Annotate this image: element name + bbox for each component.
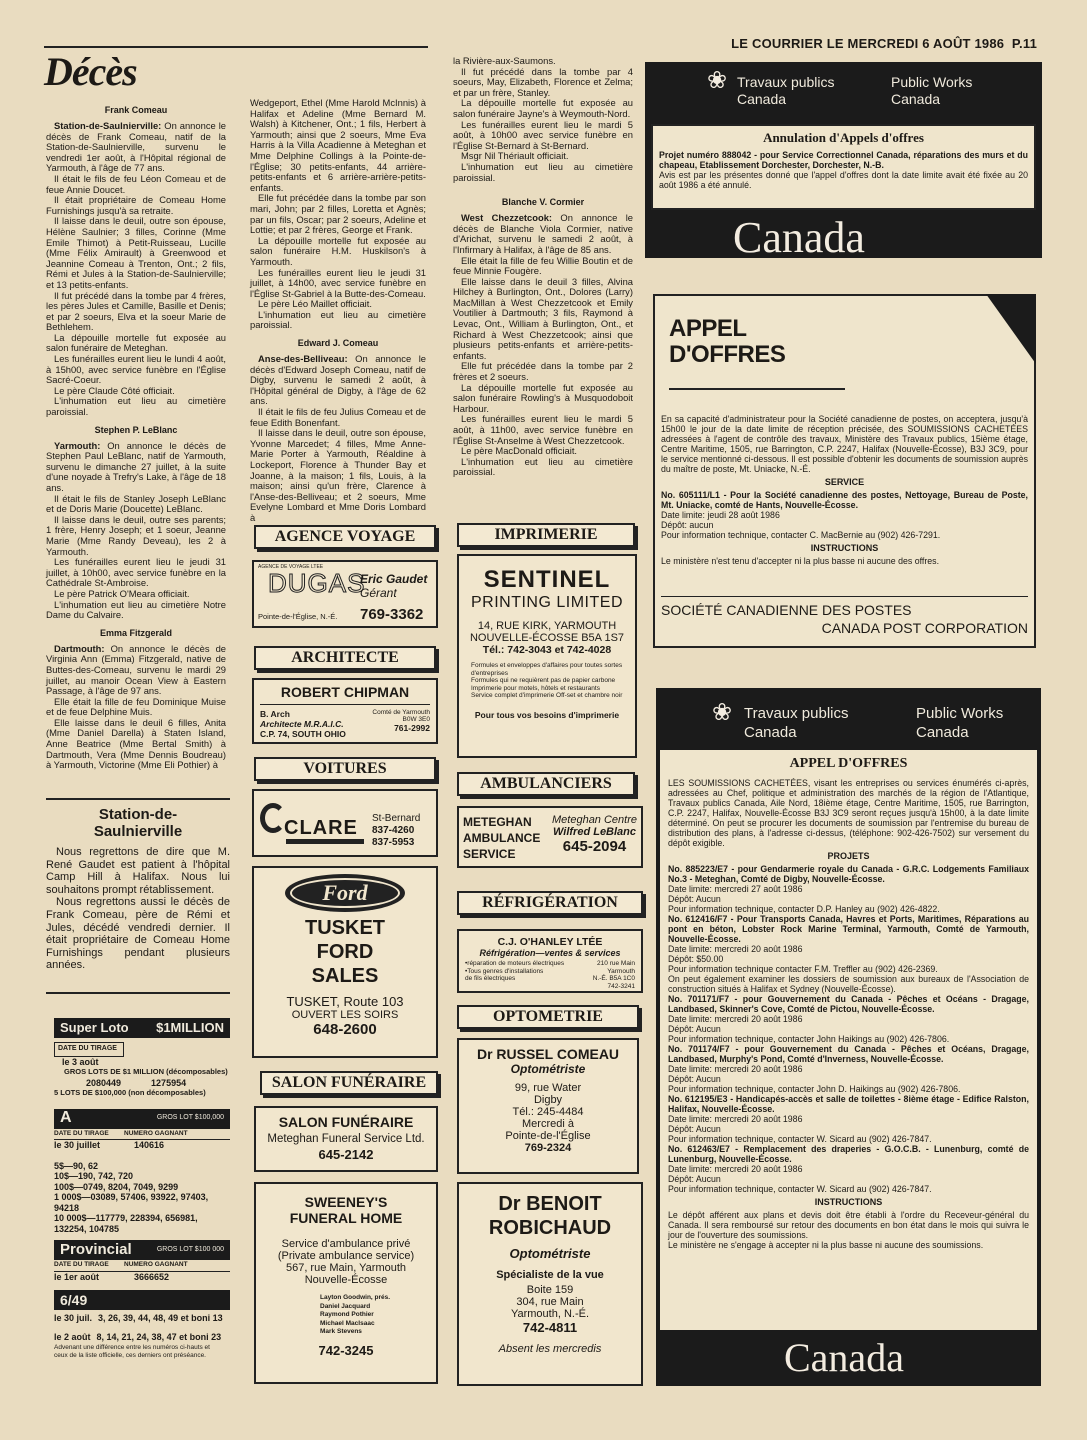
ohanley-ad	[457, 929, 643, 993]
obit-name: Stephen P. LeBlanc	[94, 424, 178, 435]
obit-text: Elle était la fille de feu Willie Boutin et de feue Minnie Fougère.	[453, 254, 633, 277]
obit-text: L'inhumation eut lieu au cimetière Notre Dame du Calvaire.	[46, 598, 226, 621]
maple-leaf-icon	[707, 70, 723, 86]
project-info: Pour information technique contacter F.M. Treffler au (902) 426-2369.	[668, 964, 938, 974]
project-title: No. 701171/F7 - pour Gouvernement du Canada - Pêches et Océans - Dragage, Landbased, Skinner's Cove, Comté de Pictou, Nouvelle-Écosse.	[668, 994, 1029, 1014]
post-date: Date limite: jeudi 28 août 1986	[661, 510, 780, 520]
page-folio	[731, 36, 1037, 51]
ford-logo-text: Ford	[290, 878, 400, 908]
obit-text: Les funérailles eurent lieu le lundi 4 août, à 15h00, avec service funèbre en l'Église Sacré-Coeur.	[46, 353, 226, 386]
tpc2-fr-2: Canada	[744, 724, 797, 741]
post-body	[661, 414, 1028, 566]
sweeney-name-1: SWEENEY'S	[304, 1194, 388, 1210]
ford-hours: OUVERT LES SOIRS	[291, 1009, 399, 1021]
robichaud-name-1: Dr BENOIT	[498, 1193, 602, 1215]
provincial-date: le 1er août	[54, 1271, 100, 1282]
obit-text: L'inhumation eut lieu au cimetière paroissial.	[250, 308, 426, 331]
post-title	[669, 316, 785, 368]
lotto-649-date: le 2 août	[54, 1331, 91, 1342]
post-footer-fr: SOCIÉTÉ CANADIENNE DES POSTES	[661, 602, 912, 618]
clare-logo-c	[260, 803, 286, 833]
clare-logo: CLARE	[284, 817, 358, 839]
obit-name: Blanche V. Cormier	[501, 197, 585, 208]
obit-text: L'inhumation eut lieu au cimetière paroissial.	[46, 395, 226, 418]
obit-column-2	[250, 98, 426, 524]
page-number: P.11	[1011, 36, 1037, 51]
obit-text: Il était le fils de feu Léon Comeau et de feue Annie Doucet.	[46, 172, 226, 195]
robichaud-note: Absent les mercredis	[498, 1343, 602, 1355]
tpc2-body	[660, 750, 1037, 1330]
post-info: Pour information technique, contacter C. MacBernie au (902) 426-7291.	[661, 530, 941, 540]
lotto-results	[54, 1018, 230, 1359]
robichaud-specialty: Spécialiste de la vue	[496, 1269, 604, 1281]
project-info: Pour information technique, contacter John Haikings au (902) 426-7806.	[668, 1034, 950, 1044]
staff-name: Raymond Pothier	[320, 1311, 374, 1318]
heading-imprimerie: IMPRIMERIE	[457, 523, 635, 547]
tpc-appel-notice	[656, 688, 1041, 1386]
comeau-opt-phone: Tél.: 245-4484	[512, 1106, 584, 1118]
project-date: Date limite: mercredi 20 août 1986	[668, 1064, 803, 1074]
lotto-a-gros: GROS LOT $100,000	[156, 1114, 224, 1122]
lotto-a-number: 140616	[134, 1140, 165, 1150]
lotto-a-date: le 30 juillet	[54, 1140, 101, 1150]
post-title-2: D'OFFRES	[669, 341, 786, 368]
post-footer-en: CANADA POST CORPORATION	[821, 620, 1028, 636]
lotto-649-banner: 6/49	[54, 1290, 230, 1310]
comeau-opt-name: Dr RUSSEL COMEAU	[476, 1046, 620, 1062]
comeau-opt-title: Optométriste	[510, 1062, 586, 1076]
prize-line: 10 000$—117779, 228394, 656981, 132254, 104785	[54, 1213, 198, 1234]
ford-name-2: FORD	[316, 941, 374, 963]
canada-wordmark: Canada	[733, 213, 865, 262]
ambulance-name-2: AMBULANCE	[463, 831, 541, 845]
post-text: En sa capacité d'administrateur pour la Société canadienne de postes, on acceptera, jusqu'à 15h00 le jour de la date limite de réception précisée, des SOUMISSIONS CACHETÉES adressées à l'agent de contrôle des travaux, Ministère des Travaux publics, 15ième étage, Centre Maritime, 1505, rue Barrington, C.P. 2247, Halifax (Nouvelle-Écosse), B3J 3C9, pour le service mentionné ci-dessous. Il est possible d'obtenir les documents de soumission auprès du maître de poste, Mt. Uniacke, N.-É.	[661, 414, 1028, 474]
dugas-subtitle: AGENCE DE VOYAGE LTEE	[258, 564, 324, 570]
obit-text: Il fut précédé dans la tombe par 4 frères, les pères Jules et Camille, Basille et Denis; et par 2 soeurs, Elva et la soeur Marie de Bethlehem.	[46, 289, 226, 333]
section-rule	[46, 992, 230, 994]
project-info: Pour information technique, contacter John D. Haikings au (902) 426-7806.	[668, 1084, 961, 1094]
tpc-en	[891, 74, 972, 108]
tpc2-project	[668, 1094, 1029, 1144]
heading-ambulanciers: AMBULANCIERS	[457, 772, 635, 796]
ohanley-postal: N.-É. B5A 1C0	[592, 975, 635, 982]
heading-refrigeration: RÉFRIGÉRATION	[457, 891, 643, 915]
tpc2-title: APPEL D'OFFRES	[789, 756, 908, 771]
obit-text: Le père MacDonald officiait.	[461, 445, 578, 457]
obit-text: L'inhumation eut lieu au cimetière paroissial.	[453, 455, 633, 478]
lotto-649-date: le 30 juil.	[54, 1313, 93, 1323]
clare-underline	[286, 839, 364, 844]
ambulance-contact: Wilfred LeBlanc	[552, 826, 637, 838]
chipman-title: Architecte M.R.A.I.C.	[260, 719, 344, 729]
post-corner-icon	[986, 294, 1036, 364]
station-title-2: Saulnierville	[93, 823, 183, 840]
post-service-heading: SERVICE	[824, 477, 865, 487]
obit-text: Elle laisse dans le deuil 3 filles, Alvina Hilchey à Burlington, Ont., Dolores (Larry) MacMillan à West Chezzetcook et Emily Voutilier à Dartmouth; 3 fils, Raymond à Levac, Ont., William à Burlington, Ont., et Richard à West Chezzetcook; ainsi que plusieurs petits-enfants et arrière-petits-enfants.	[453, 275, 633, 361]
chipman-phone: 761-2992	[394, 723, 430, 733]
tpc2-project	[668, 864, 1029, 914]
station-column	[46, 806, 230, 972]
project-depot: Dépôt: Aucun	[668, 1174, 721, 1184]
ambulance-phone: 645-2094	[562, 838, 627, 855]
sweeney-service-en: (Private ambulance service)	[277, 1250, 415, 1262]
sweeney-province: Nouvelle-Écosse	[304, 1274, 388, 1286]
ohanley-service: de fils électriques	[465, 975, 516, 982]
tpc-en-1: Public Works	[891, 74, 973, 90]
meteghan-salon-phone: 645-2142	[318, 1147, 374, 1162]
staff-name: Mark Stevens	[320, 1328, 362, 1335]
prize-line: 5$—90, 62	[54, 1160, 99, 1171]
post-title-1: APPEL	[669, 315, 747, 342]
station-text: Nous regrettons aussi le décès de Frank Comeau, père de Rémi et Jules, décédé vendredi dernier. Il était propriétaire de Comeau Home Furnishings pendant plusieurs années.	[46, 896, 230, 972]
provincial-number-header: NUMERO GAGNANT	[124, 1261, 188, 1268]
lotto-a-banner	[54, 1109, 230, 1129]
provincial-gros: GROS LOT $100 000	[156, 1245, 224, 1253]
post-service-item: No. 605111/L1 - Pour la Société canadienne des postes, Nettoyage, Bureau de Poste, Mt. Uniacke, comté de Hants, Nouvelle-Écosse.	[661, 490, 1028, 510]
chipman-postal: B0W 3E0	[402, 716, 430, 723]
obit-place: Anse-des-Belliveau:	[258, 353, 348, 365]
tpc2-intro: LES SOUMISSIONS CACHETÉES, visant les entreprises ou services énumérés ci-après, adressées au Chef, politique et administration des marchés de la région de l'Atlantique, Travaux publics Canada, Aile Nord, 18ième étage, Centre Maritime, 1505, rue Barrington, C.P. 2247, Halifax, Nouvelle-Écosse B3J 3C9 seront reçues jusqu'à 15h00, à la date limite déterminé. On peut se procurer les documents de soumission par l'entremise du bureau de distribution des plans, à l'adresse ci-dessus, (téléphone: 902-426-7502) sur versement du dépôt exigible.	[668, 778, 1029, 848]
tpc2-project	[668, 914, 1029, 994]
post-title-rule	[669, 388, 845, 390]
robichaud-ad	[457, 1182, 643, 1386]
obit-column-3	[453, 56, 633, 478]
project-depot: Dépôt: Aucun	[668, 894, 721, 904]
ohanley-phone: 742-3241	[607, 982, 635, 990]
project-date: Date limite: mercredi 20 août 1986	[668, 1014, 803, 1024]
obit-text: La dépouille mortelle fut exposée au salon funéraire Jayne's à Weymouth-Nord.	[453, 97, 633, 119]
obit-text: Le père Claude Côté officiait.	[54, 384, 175, 396]
dugas-contact: Eric Gaudet	[360, 572, 428, 586]
obit-text: On annonce le décès de Frank Comeau, natif de la Station-de-Saulnierville, survenu le vendredi 1er août, à l'Hôpital régional de Yarmouth, à l'âge de 77 ans.	[46, 120, 226, 174]
staff-name: Michael MacIsaac	[320, 1319, 375, 1327]
post-footer-rule	[661, 596, 1028, 597]
project-info: Pour information technique, contacter W. Sicard au (902) 426-7847.	[668, 1184, 932, 1194]
robichaud-town: Yarmouth, N.-É.	[510, 1308, 590, 1320]
obit-place: West Chezzetcook:	[461, 212, 553, 224]
tpc2-projets-heading: PROJETS	[827, 851, 870, 861]
ford-logo	[285, 874, 405, 912]
superloto-gros-lots: GROS LOTS DE $1 MILLION (décomposables)	[64, 1067, 228, 1076]
obit-text: Les funérailles eurent lieu le jeudi 31 juillet, à 10h00, avec service funèbre en la Cathédrale St-Ambroise.	[46, 556, 226, 589]
obit-text: Les funérailles eurent lieu le mardi 5 août, à 11h00, avec service funèbre en l'Église St-Anselme à West Chezzetcook.	[453, 413, 633, 446]
tpc2-project	[668, 1044, 1029, 1094]
project-date: Date limite: mercredi 27 août 1986	[668, 884, 803, 894]
chipman-ad	[252, 678, 438, 744]
comeau-opt-town: Digby	[533, 1094, 563, 1106]
superloto-prize: $1MILLION	[156, 1019, 224, 1035]
heading-voitures: VOITURES	[254, 757, 436, 781]
obit-text: Elle fut précédée dans la tombe par son mari, John; par 2 filles, Loretta et Agnès; par un fils, Oscar; par 2 soeurs, Adeline et Lottie; et par 2 frères, George et Frank.	[250, 192, 426, 236]
obit-text: Il fut précédé dans la tombe par 4 soeurs, May, Elizabeth, Florence et Zelma; et par un frère, Stanley.	[453, 65, 633, 98]
sweeney-ad	[254, 1182, 438, 1384]
comeau-opt-place: Pointe-de-l'Église	[505, 1130, 591, 1142]
obit-text: Les funérailles eurent lieu le mardi 5 août, à 10h00 avec service funèbre en l'Église St-Bernard à St-Bernard.	[453, 118, 633, 151]
comeau-optometrist-ad	[457, 1038, 639, 1174]
project-title: No. 612195/E3 - Handicapés-accès et salle de toilettes - 8ième étage - Edifice Ralston, Halifax, Nouvelle-Écosse.	[668, 1094, 1029, 1114]
superloto-100k: 5 LOTS DE $100,000 (non décomposables)	[54, 1088, 206, 1097]
dugas-role: Gérant	[360, 586, 397, 600]
project-date: Date limite: mercredi 20 août 1986	[668, 944, 803, 954]
dugas-ad	[252, 560, 438, 628]
obit-text: On annonce le décès de Virginia Ann (Emma) Fitzgerald, native de Buttes-des-Comeau, survenu le mardi 29 juillet, au manoir Ocean View à Eastern Passage, à l'âge de 97 ans.	[46, 642, 226, 697]
canada-wordmark: Canada	[784, 1335, 904, 1380]
obit-text: La dépouille mortelle fut exposée au salon funéraire H.M. Huskilson's à Yarmouth.	[250, 234, 426, 267]
comeau-opt-day: Mercredi à	[522, 1118, 574, 1130]
sweeney-name-2: FUNERAL HOME	[289, 1210, 403, 1226]
provincial-number: 3666652	[134, 1271, 170, 1282]
dugas-place: Pointe-de-l'Église, N.-É.	[258, 612, 338, 621]
project-depot: Dépôt: Aucun	[668, 1124, 721, 1134]
station-title-1: Station-de-	[98, 806, 178, 823]
ohanley-service: •Tous genres d'installations	[465, 967, 544, 975]
obit-name: Emma Fitzgerald	[99, 627, 173, 638]
robichaud-name-2: ROBICHAUD	[488, 1217, 612, 1239]
superloto-number: 2080449	[86, 1077, 122, 1088]
superloto-date-header: DATE DU TIRAGE	[54, 1042, 124, 1057]
comeau-opt-address: 99, rue Water	[514, 1082, 582, 1094]
station-text: Nous regrettons de dire que M. René Gaudet est patient à l'hôpital Camp Hill à Halifax. Nous lui souhaitons prompt rétablissement.	[46, 846, 230, 896]
obit-text: L'inhumation eut lieu au cimetière paroissial.	[453, 160, 633, 183]
heading-agence-voyage: AGENCE VOYAGE	[254, 525, 436, 549]
tpc2-instructions-heading: INSTRUCTIONS	[814, 1197, 883, 1207]
ohanley-sub: Réfrigération—ventes & services	[479, 948, 621, 958]
lotto-649-numbers: 8, 14, 21, 24, 38, 47 et boni 23	[96, 1331, 222, 1342]
tpc2-en	[916, 704, 1003, 742]
tpc2-fr-1: Travaux publics	[744, 705, 849, 722]
provincial-logo: Provincial	[60, 1240, 132, 1258]
obit-text: Il laisse dans le deuil, outre son épouse, Yvonne Marcedet; 4 filles, Mme Anne-Marie Porter à Yarmouth, Réaldine à Lockeport, Florence à Thunder Bay et Joanne, à la maison; 1 fils, Louis, à la maison; ainsi qu'un frère, Clarence à l'Anse-des-Belliveau; et 2 soeurs, Mme Evelyne Lombard et Mme Doris Lombard à	[250, 427, 426, 523]
service-item: Formules et enveloppes d'affaires pour toutes sortes d'entreprises	[471, 662, 623, 677]
obit-text: Il était propriétaire de Comeau Home Furnishings jusqu'à sa retraite.	[46, 194, 226, 216]
post-depot: Dépôt: aucun	[661, 520, 714, 530]
obit-place: Dartmouth:	[54, 642, 105, 654]
obit-text: On annonce le décès d'Edward Joseph Comeau, natif de Digby, survenu le samedi 2 août, à l'Hôpital général de Digby, à l'âge de 62 ans.	[250, 353, 426, 407]
service-item: Formules qui ne requièrent pas de papier carbone	[471, 677, 616, 684]
dugas-phone: 769-3362	[360, 606, 424, 623]
obit-text: Il laisse dans le deuil, outre ses parents; 1 frère, Henry Joseph; et 1 soeur, Jeanne Marie (Mme Randy Deveau), les 2 à Yarmouth.	[46, 513, 226, 557]
tpc2-instructions: Le dépôt afférent aux plans et devis doit être établi à l'ordre du Receveur-général du Canada. Il sera remboursé sur retour des documents en bon état dans le mois qui suivra le jour de l'ouverture des soumissions.	[668, 1210, 1029, 1240]
ohanley-name: C.J. O'HANLEY LTÉE	[497, 936, 603, 948]
obit-place: Station-de-Saulnierville:	[54, 120, 162, 131]
obit-text: Wedgeport, Ethel (Mme Harold McInnis) à Halifax et Adeline (Mme Bernard M. Walsh) à Kitchener, Ont.; 1 fils, Herbert à Yarmouth; ainsi que 2 soeurs, Mme Eva Harris à la Villa Acadienne à Meteghan et Mme Delphine Collings à la Pointe-de-l'Église; 30 petits-enfants, 44 arrière-petits-enfants et 6 arrière-arrière-petits-enfants.	[250, 97, 426, 193]
project-title: No. 701174/F7 - pour Gouvernement du Canada - Pêches et Océans, Dragage, Landbased, Murphy's Pond, Comté d'Inverness, Nouvelle-Écosse.	[668, 1044, 1029, 1064]
staff-name: Daniel Jacquard	[320, 1302, 371, 1310]
ford-address: TUSKET, Route 103	[286, 994, 404, 1009]
section-rule	[46, 798, 230, 800]
ambulance-name-3: SERVICE	[463, 847, 516, 861]
ohanley-service: •réparation de moteurs électriques	[465, 960, 565, 967]
tpc-annulation-body	[651, 124, 1036, 210]
tpc-fr-2: Canada	[737, 91, 787, 107]
robichaud-box: Boite 159	[526, 1284, 574, 1296]
project-title: No. 612463/E7 - Remplacement des draperies - G.O.C.B. - Lunenburg, comté de Lunenburg, Nouvelle-Écosse.	[668, 1144, 1029, 1164]
service-item: Service complet d'imprimerie Off-set et chambre noir	[471, 692, 623, 699]
clare-ad	[252, 789, 438, 857]
tpc-annulation-title: Annulation d'Appels d'offres	[763, 130, 924, 145]
ford-name-1: TUSKET	[305, 917, 385, 939]
chipman-name: ROBERT CHIPMAN	[260, 684, 430, 705]
obit-text: On annonce le décès de Stephen Paul LeBlanc, natif de Yarmouth, survenu le dimanche 27 juillet, à la suite d'une noyade à Trefry's Lake, à l'âge de 18 ans.	[46, 439, 226, 493]
project-title: No. 885223/E7 - pour Gendarmerie royale du Canada - G.R.C. Lodgements Familiaux No.3 - Meteghan, Comté de Digby, Nouvelle-Écosse.	[668, 864, 1029, 884]
ford-name-3: SALES	[311, 965, 379, 987]
sweeney-service: Service d'ambulance privé	[281, 1238, 411, 1250]
lotto-a-logo: A	[60, 1109, 72, 1127]
ambulance-place: Meteghan Centre	[552, 814, 637, 826]
obit-text: Le père Patrick O'Meara officiait.	[54, 587, 190, 599]
lotto-649-numbers: 3, 26, 39, 44, 48, 49 et boni 13	[98, 1313, 223, 1323]
obit-text: Il était le fils de Stanley Joseph LeBlanc et de Doris Marie (Doucette) LeBlanc.	[46, 492, 226, 515]
project-date: Date limite: mercredi 20 août 1986	[668, 1114, 803, 1124]
sweeney-staff	[320, 1294, 436, 1337]
robichaud-title: Optométriste	[509, 1246, 591, 1261]
project-info: Pour information technique, contacter W. Sicard au (902) 426-7847.	[668, 1134, 932, 1144]
lotto-disclaimer: Advenant une différence entre les numéros ci-hauts et ceux de la liste officielle, ces derniers ont préséance.	[54, 1344, 210, 1359]
heading-salon-funeraire: SALON FUNÉRAIRE	[260, 1071, 438, 1095]
tpc2-en-2: Canada	[916, 724, 969, 741]
prize-line: 10$—190, 742, 720	[54, 1171, 134, 1181]
meteghan-salon-sub: Meteghan Funeral Service Ltd.	[267, 1133, 425, 1145]
superloto-number: 1275954	[151, 1077, 187, 1088]
ambulance-ad	[457, 806, 643, 868]
sentinel-ad	[457, 554, 637, 758]
tpc2-project	[668, 1144, 1029, 1194]
ford-phone: 648-2600	[313, 1021, 377, 1038]
tpc2-project	[668, 994, 1029, 1044]
prize-line: 100$—0749, 8204, 7049, 9299	[54, 1181, 179, 1192]
sentinel-province: NOUVELLE-ÉCOSSE B5A 1S7	[469, 632, 625, 644]
project-depot: Dépôt: Aucun	[668, 1024, 721, 1034]
canada-post-notice	[653, 294, 1036, 648]
folio-date: LE COURRIER LE MERCREDI 6 AOÛT 1986	[731, 36, 1005, 51]
ambulance-name-1: METEGHAN	[463, 815, 532, 829]
provincial-banner	[54, 1240, 230, 1260]
project-info: Pour information technique, contacter D.P. Hanley au (902) 426-4822.	[668, 904, 940, 914]
obit-text: Elle laisse dans le deuil 6 filles, Anita (Mme Daniel Darella) à Staten Island, Anne Beatrice (Mme Bertal Smith) à Dartmouth, Vera (Mme Dennis Boudreau) à Yarmouth, Victorine (Mme Eli Pothier) à	[46, 716, 226, 771]
tpc2-instructions-2: Le ministère ne s'engage à accepter ni la plus basse ni aucune des soumissions.	[668, 1240, 984, 1250]
tpc-fr-1: Travaux publics	[737, 74, 835, 90]
post-instructions: Le ministère n'est tenu d'accepter ni la plus basse ni aucune des offres.	[661, 556, 940, 566]
sweeney-address: 567, rue Main, Yarmouth	[285, 1262, 407, 1274]
obit-place: Yarmouth:	[54, 439, 101, 451]
superloto-logo: Super Loto	[60, 1019, 129, 1035]
sentinel-footer: Pour tous vos besoins d'imprimerie	[474, 709, 620, 720]
service-item: Imprimerie pour motels, hôtels et restaurants	[471, 684, 600, 692]
lotto-a-date-header: DATE DU TIRAGE	[54, 1129, 109, 1137]
ford-ad	[252, 866, 438, 1058]
tpc-en-2: Canada	[891, 91, 941, 107]
sentinel-phone: Tél.: 742-3043 et 742-4028	[482, 644, 612, 656]
superloto-banner	[54, 1018, 230, 1038]
heading-optometrie: OPTOMETRIE	[457, 1005, 639, 1029]
ohanley-town: Yarmouth	[607, 967, 635, 975]
comeau-opt-phone-2: 769-2324	[524, 1142, 572, 1154]
obit-text: Elle fut précédée dans la tombe par 2 frères et 2 soeurs.	[453, 360, 633, 383]
obit-text: La dépouille mortelle fut exposée au salon funéraire Rowling's à Musquodoboit Harbour.	[453, 381, 633, 414]
clare-place: St-Bernard	[372, 813, 421, 824]
obit-text: Le père Léo Maillet officiait.	[258, 298, 372, 310]
obit-text: la Rivière-aux-Saumons.	[453, 55, 556, 66]
staff-name: Layton Goodwin, prés.	[320, 1294, 391, 1301]
project-depot: Dépôt: $50.00	[668, 954, 724, 964]
chipman-address: C.P. 74, SOUTH OHIO	[260, 729, 346, 739]
chipman-degree: B. Arch	[260, 709, 290, 719]
clare-phone: 837-5953	[372, 837, 415, 848]
provincial-date-header: DATE DU TIRAGE	[54, 1261, 109, 1268]
lotto-a-number-header: NUMERO GAGNANT	[124, 1129, 188, 1137]
post-instructions-heading: INSTRUCTIONS	[810, 543, 879, 553]
project-title: No. 612416/F7 - Pour Transports Canada, Havres et Ports, Maritimes, Réparations au pont en béton, Lobster Rock Marine Terminal, Yarmouth, Comté de Yarmouth, Nouvelle-Écosse.	[668, 914, 1029, 944]
obit-text: On annonce le décès de Blanche Viola Cormier, native d'Arichat, survenu le samedi 2 août, à l'Infirmary à Halifax, à l'âge de 85 ans.	[453, 212, 633, 255]
obit-text: La dépouille mortelle fut exposée au salon funéraire de Meteghan.	[46, 331, 226, 354]
obit-column-1	[46, 98, 226, 771]
sentinel-logo: SENTINEL	[483, 566, 611, 593]
tpc2-fr	[744, 704, 849, 742]
obit-text: Msgr Nil Thériault officiait.	[461, 150, 569, 162]
obit-name: Edward J. Comeau	[297, 338, 379, 349]
sentinel-sub: PRINTING LIMITED	[470, 594, 623, 611]
meteghan-salon-name: SALON FUNÉRAIRE	[278, 1114, 414, 1130]
clare-phone: 837-4260	[372, 825, 415, 836]
prize-line: 1 000$—03089, 57406, 93922, 97403, 94218	[54, 1192, 209, 1213]
project-date: Date limite: mercredi 20 août 1986	[668, 1164, 803, 1174]
dugas-logo: DUGAS	[268, 568, 366, 598]
obit-text: Elle était la fille de feu Dominique Muise et de feue Delphine Muis.	[46, 695, 226, 718]
deces-title: Décès	[44, 49, 137, 94]
sentinel-services	[471, 662, 623, 700]
tpc-annulation-project: Projet numéro 888042 - pour Service Correctionnel Canada, réparations des murs et du chapeau, Etablissement Dorchester, Dorchester, N.-B.	[659, 150, 1028, 170]
tpc2-en-1: Public Works	[916, 705, 1004, 722]
ohanley-address: 210 rue Main	[597, 960, 635, 967]
sentinel-address: 14, RUE KIRK, YARMOUTH	[477, 620, 617, 632]
ambulance-name	[463, 814, 540, 862]
obit-text: Les funérailles eurent lieu le jeudi 31 juillet, à 14h00, avec service funèbre en l'Église St-Gabriel à la Butte-des-Comeau.	[250, 266, 426, 299]
chipman-county: Comté de Yarmouth	[372, 709, 430, 716]
tpc-annulation-text: Avis est par les présentes donné que l'appel d'offres dont la date limite avait été fixée au 20 août 1986 a été annulé.	[659, 170, 1028, 190]
obit-text: Il était le fils de feu Julius Comeau et de feue Edith Bonenfant.	[250, 406, 426, 428]
obit-name: Frank Comeau	[104, 105, 168, 115]
project-depot: Dépôt: Aucun	[668, 1074, 721, 1084]
obit-text: Il laisse dans le deuil, outre son épouse, Hélène Saulnier; 3 filles, Corinne (Mme Emile Thimot) à Petit-Ruisseau, Lucille (Mme Félix Amirault) à Greenwood et Jeannine Comeau à Trenton, Ont.; 2 fils, Rémi et Jules à la Station-de-Saulnierville; et 13 petits-enfants.	[46, 215, 226, 290]
meteghan-salon-ad	[254, 1106, 438, 1172]
tpc-annulation-notice	[645, 62, 1042, 262]
maple-leaf-icon	[712, 702, 734, 729]
robichaud-address: 304, rue Main	[516, 1296, 584, 1308]
tpc-fr	[737, 74, 835, 108]
superloto-date: le 3 août	[62, 1056, 99, 1067]
lotto-a-prizes	[54, 1161, 230, 1235]
heading-architecte: ARCHITECTE	[254, 646, 436, 670]
sweeney-phone: 742-3245	[318, 1342, 374, 1358]
robichaud-phone: 742-4811	[522, 1320, 578, 1335]
project-extra: On peut également examiner les dossiers de soumission aux bureaux de l'Association de construction situés à Halifax et Sydney (Nouvelle-Écosse).	[668, 974, 1029, 994]
